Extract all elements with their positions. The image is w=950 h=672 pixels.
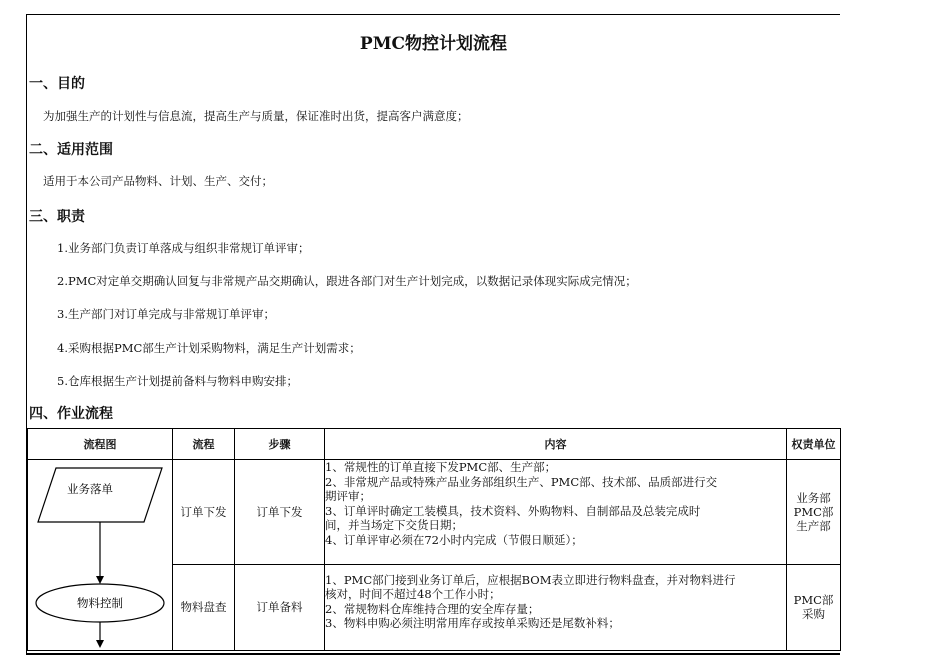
row2-content-line: 核对，时间不超过48个工作小时； [325, 587, 501, 602]
row2-content-line: 1、PMC部门接到业务订单后，应根据BOM表立即进行物料盘查，并对物料进行 [325, 572, 736, 587]
purpose-heading: 一、目的 [29, 76, 85, 92]
row1-dept-line: 业务部 [796, 490, 831, 505]
header-content: 内容 [325, 429, 787, 460]
row1-content-line: 2、非常规产品或特殊产品业务部组织生产、PMC部、技术部、品质部进行交 [325, 474, 718, 489]
row2-process: 物料盘查 [173, 564, 235, 650]
duty-item-1: 1.业务部门负责订单落成与组织非常规订单评审； [57, 241, 310, 255]
duty-heading: 三、职责 [29, 209, 85, 225]
scope-text: 适用于本公司产品物料、计划、生产、交付； [43, 174, 273, 188]
duty-item-3: 3.生产部门对订单完成与非常规订单评审； [57, 307, 275, 321]
header-dept: 权责单位 [787, 429, 841, 460]
row2-content [325, 564, 787, 650]
duty-item-4: 4.采购根据PMC部生产计划采购物料，满足生产计划需求； [57, 341, 361, 355]
duty-item-5: 5.仓库根据生产计划提前备料与物料申购安排； [57, 374, 298, 388]
row2-step: 订单备料 [235, 564, 325, 650]
row1-step: 订单下发 [235, 460, 325, 565]
row2-dept-line: 采购 [802, 607, 825, 622]
document-title: PMC物控计划流程 [359, 34, 508, 54]
table-header-row [28, 429, 841, 460]
document-sheet [26, 14, 840, 655]
row2-dept-line: PMC部 [793, 593, 834, 608]
row1-content-line: 1、常规性的订单直接下发PMC部、生产部； [325, 460, 557, 474]
header-step: 步骤 [235, 429, 325, 460]
row1-content-line: 3、订单评时确定工装模具，技术资料、外购物料、自制部品及总装完成时 [325, 503, 701, 518]
row1-dept-line: 生产部 [796, 518, 831, 533]
row1-content-line: 期评审； [325, 489, 371, 503]
row1-content-line: 间，并当场定下交货日期； [325, 518, 463, 532]
row2-content-line: 2、常规物料仓库维持合理的安全库存量； [325, 601, 540, 616]
row1-content [325, 460, 787, 565]
row2-content-line: 3、物料申购必须注明常用库存或按单采购还是尾数补料； [325, 616, 620, 631]
header-diagram: 流程图 [28, 429, 173, 460]
flow-shape-label-order: 业务落单 [67, 482, 113, 496]
process-heading: 四、作业流程 [29, 406, 113, 422]
row2-dept [787, 564, 841, 650]
flow-shape-label-material: 物料控制 [77, 596, 123, 610]
flow-arrow-head-2 [96, 640, 104, 648]
row1-dept-line: PMC部 [793, 504, 834, 519]
flow-arrow-head-1 [96, 576, 104, 584]
row1-process: 订单下发 [173, 460, 235, 565]
header-process: 流程 [173, 429, 235, 460]
row1-dept [787, 460, 841, 565]
duty-item-2: 2.PMC对定单交期确认回复与非常规产品交期确认，跟进各部门对生产计划完成，以数据记录体现实际成完情况； [57, 274, 637, 288]
scope-heading: 二、适用范围 [29, 142, 113, 158]
flowchart-cell [28, 460, 173, 651]
flowchart-diagram [28, 460, 173, 650]
purpose-text: 为加强生产的计划性与信息流，提高生产与质量，保证准时出货，提高客户满意度； [43, 109, 469, 123]
row1-content-line: 4、订单评审必须在72小时内完成（节假日顺延）； [325, 532, 583, 547]
table-row [28, 460, 841, 565]
process-table [27, 428, 841, 651]
